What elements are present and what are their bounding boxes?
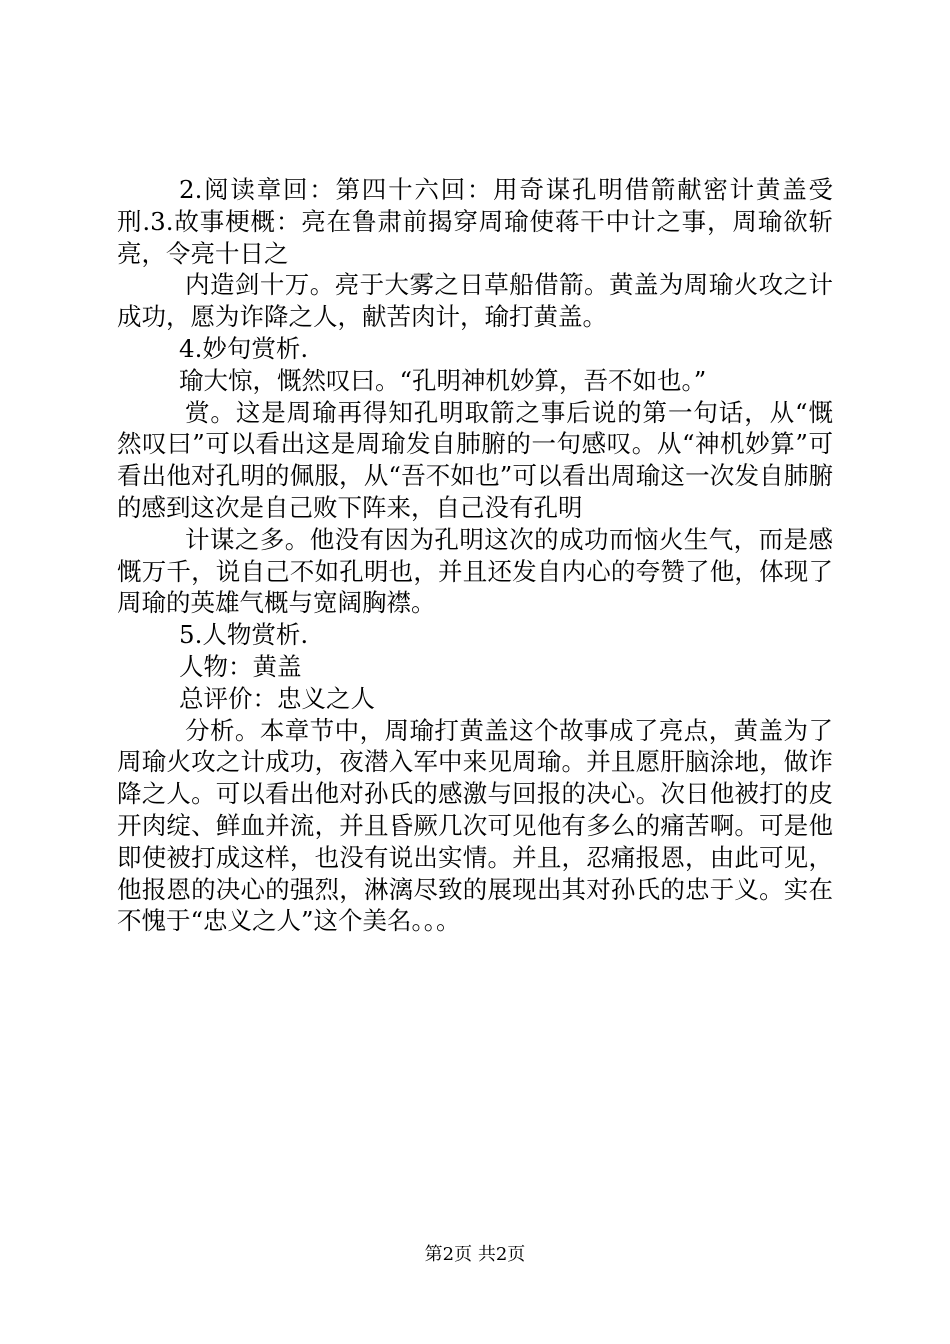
paragraph-quote-appreciation-continued: 计谋之多。他没有因为孔明这次的成功而恼火生气，而是感慨万千，说自己不如孔明也，并且还发自内心的夸赞了他，体现了周瑜的英雄气概与宽阔胸襟。	[117, 524, 833, 618]
paragraph-story-continued: 内造剑十万。亮于大雾之日草船借箭。黄盖为周瑜火攻之计成功，愿为诈降之人，献苦肉计，瑜打黄盖。	[117, 270, 833, 332]
paragraph-quote-appreciation: 赏。这是周瑜再得知孔明取箭之事后说的第一句话，从“慨然叹曰”可以看出这是周瑜发自肺腑的一句感叹。从“神机妙算”可看出他对孔明的佩服，从“吾不如也”可以看出周瑜这一次发自肺腑的感到这次是自己败下阵来，自己没有孔明	[117, 397, 833, 522]
paragraph-character-analysis: 分析。本章节中，周瑜打黄盖这个故事成了亮点，黄盖为了周瑜火攻之计成功，夜潜入军中来见周瑜。并且愿肝脑涂地，做诈降之人。可以看出他对孙氏的感激与回报的决心。次日他被打的皮开肉绽、鲜血并流，并且昏厥几次可见他有多么的痛苦啊。可是他即使被打成这样，也没有说出实情。并且，忍痛报恩，由此可见，他报恩的决心的强烈，淋漓尽致的展现出其对孙氏的忠于义。实在不愧于“忠义之人”这个美名。。。	[117, 715, 833, 936]
paragraph-quote: 瑜大惊，慨然叹曰。“孔明神机妙算，吾不如也。”	[179, 365, 707, 395]
heading-character-analysis: 5.人物赏析.	[179, 620, 309, 650]
heading-quote-analysis: 4.妙句赏析.	[179, 333, 309, 363]
paragraph-overall-evaluation: 总评价：忠义之人	[179, 683, 375, 713]
paragraph-chapter-summary: 2.阅读章回：第四十六回：用奇谋孔明借箭献密计黄盖受刑.3.故事梗概：亮在鲁肃前揭穿周瑜使蒋干中计之事，周瑜欲斩亮，令亮十日之	[117, 175, 833, 268]
page-number-footer: 第2页 共2页	[424, 1244, 526, 1265]
document-body	[117, 174, 833, 937]
paragraph-character-name: 人物：黄盖	[179, 651, 302, 681]
